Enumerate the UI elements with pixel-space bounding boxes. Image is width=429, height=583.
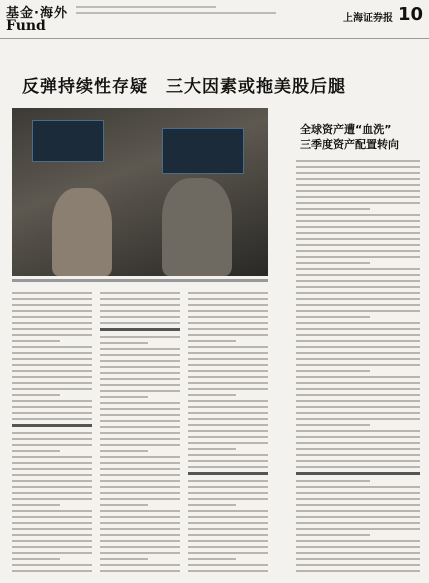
text-line [12, 316, 92, 318]
text-line [296, 418, 420, 420]
text-line [100, 354, 180, 356]
text-line [100, 438, 180, 440]
text-line [188, 564, 268, 566]
text-line [12, 310, 92, 312]
text-line [188, 460, 268, 462]
text-line [296, 346, 420, 348]
text-line [296, 442, 420, 444]
sidebar-headline-line2: 三季度资产配置转向 [300, 138, 399, 151]
text-line [12, 456, 92, 458]
text-line [188, 448, 236, 450]
text-line [100, 570, 180, 572]
text-line [296, 262, 370, 264]
text-line [296, 510, 420, 512]
text-line [188, 492, 268, 494]
text-line [296, 202, 420, 204]
text-line [12, 322, 92, 324]
newspaper-name: 上海证券报 [343, 13, 393, 24]
text-line [296, 352, 420, 354]
text-line [296, 382, 420, 384]
text-line [12, 522, 92, 524]
text-line [100, 316, 180, 318]
text-line [296, 370, 370, 372]
text-line [12, 492, 92, 494]
text-line [100, 372, 180, 374]
text-line [100, 498, 180, 500]
text-line [12, 328, 92, 330]
text-line [296, 558, 420, 560]
text-line [296, 540, 420, 542]
text-line [12, 510, 92, 512]
text-line [100, 342, 148, 344]
text-line [100, 492, 180, 494]
text-line [188, 400, 268, 402]
text-line [296, 298, 420, 300]
text-line [188, 436, 268, 438]
text-line [100, 336, 180, 338]
text-line [188, 570, 268, 572]
text-line [296, 304, 420, 306]
text-line [100, 414, 180, 416]
text-line [296, 492, 420, 494]
text-line [100, 402, 180, 404]
text-line [12, 468, 92, 470]
text-line [296, 172, 420, 174]
text-line [188, 486, 268, 488]
text-line [296, 196, 420, 198]
text-line [12, 346, 92, 348]
text-line [12, 382, 92, 384]
text-line [296, 400, 420, 402]
text-line [100, 360, 180, 362]
text-line [188, 558, 236, 560]
text-line [296, 448, 420, 450]
text-line [296, 436, 420, 438]
text-line [296, 570, 420, 572]
text-line [188, 340, 236, 342]
text-line [188, 334, 268, 336]
article-column-3 [188, 292, 268, 576]
text-line [100, 432, 180, 434]
text-line [100, 546, 180, 548]
text-line [12, 364, 92, 366]
text-line [12, 412, 92, 414]
text-line [100, 528, 180, 530]
text-line [296, 256, 420, 258]
text-line [296, 534, 370, 536]
text-line [12, 432, 92, 434]
text-line [12, 444, 92, 446]
text-line [296, 412, 420, 414]
text-line [296, 220, 420, 222]
article-subheading [296, 472, 420, 475]
text-line [188, 376, 268, 378]
section-name-en: Fund [6, 18, 46, 34]
text-line [100, 480, 180, 482]
text-line [188, 382, 268, 384]
text-line [296, 406, 420, 408]
text-line [296, 552, 420, 554]
text-line [12, 376, 92, 378]
text-line [100, 558, 148, 560]
text-line [188, 424, 268, 426]
text-line [100, 474, 180, 476]
issue-info [76, 6, 216, 8]
text-line [296, 292, 420, 294]
text-line [188, 546, 268, 548]
text-line [12, 546, 92, 548]
text-line [188, 310, 268, 312]
text-line [100, 426, 180, 428]
text-line [12, 516, 92, 518]
text-line [100, 564, 180, 566]
text-line [296, 516, 420, 518]
text-line [296, 286, 420, 288]
text-line [188, 454, 268, 456]
section-name: 基金·海外 [6, 6, 68, 21]
text-line [12, 292, 92, 294]
text-line [296, 274, 420, 276]
text-line [188, 322, 268, 324]
text-line [188, 430, 268, 432]
text-line [296, 232, 420, 234]
text-line [188, 370, 268, 372]
text-line [296, 280, 420, 282]
text-line [296, 340, 420, 342]
text-line [296, 178, 420, 180]
text-line [100, 298, 180, 300]
text-line [12, 552, 92, 554]
text-line [296, 460, 420, 462]
text-line [296, 546, 420, 548]
sidebar-headline-line1: 全球资产遭“血洗” [300, 123, 392, 136]
text-line [100, 462, 180, 464]
text-line [100, 390, 180, 392]
text-line [12, 564, 92, 566]
text-line [100, 552, 180, 554]
text-line [296, 358, 420, 360]
text-line [12, 474, 92, 476]
article-subheading [12, 424, 92, 427]
text-line [296, 424, 370, 426]
trading-floor-photo [12, 108, 268, 276]
photo-caption [12, 279, 268, 282]
page-number: 10 [397, 4, 423, 25]
text-line [100, 366, 180, 368]
text-line [100, 510, 180, 512]
text-line [100, 310, 180, 312]
text-line [12, 418, 92, 420]
text-line [188, 442, 268, 444]
text-line [296, 214, 420, 216]
sidebar-article [296, 160, 420, 576]
text-line [12, 528, 92, 530]
article-column-1 [12, 292, 92, 576]
text-line [188, 516, 268, 518]
text-line [188, 534, 268, 536]
article-subheading [100, 328, 180, 331]
text-line [100, 420, 180, 422]
text-line [12, 438, 92, 440]
text-line [296, 504, 420, 506]
text-line [296, 226, 420, 228]
text-line [188, 394, 236, 396]
text-line [296, 250, 420, 252]
text-line [12, 400, 92, 402]
text-line [296, 316, 370, 318]
text-line [12, 352, 92, 354]
text-line [12, 394, 60, 396]
text-line [100, 384, 180, 386]
text-line [296, 498, 420, 500]
text-line [12, 358, 92, 360]
text-line [12, 540, 92, 542]
text-line [296, 388, 420, 390]
text-line [12, 406, 92, 408]
text-line [100, 456, 180, 458]
text-line [188, 328, 268, 330]
text-line [12, 388, 92, 390]
text-line [188, 504, 236, 506]
masthead [0, 0, 429, 39]
editor-info [76, 12, 276, 14]
text-line [296, 184, 420, 186]
text-line [100, 450, 148, 452]
article-column-2 [100, 292, 180, 576]
text-line [100, 378, 180, 380]
main-headline: 反弹持续性存疑 三大因素或拖美股后腿 [22, 77, 346, 97]
text-line [100, 408, 180, 410]
text-line [188, 522, 268, 524]
text-line [12, 486, 92, 488]
text-line [296, 376, 420, 378]
text-line [12, 498, 92, 500]
text-line [188, 418, 268, 420]
text-line [188, 364, 268, 366]
text-line [12, 298, 92, 300]
text-line [12, 504, 60, 506]
text-line [188, 292, 268, 294]
text-line [296, 268, 420, 270]
text-line [100, 468, 180, 470]
text-line [296, 238, 420, 240]
text-line [188, 406, 268, 408]
sidebar-headline [300, 122, 420, 152]
text-line [296, 564, 420, 566]
text-line [188, 540, 268, 542]
text-line [188, 510, 268, 512]
text-line [296, 394, 420, 396]
text-line [100, 540, 180, 542]
text-line [100, 292, 180, 294]
text-line [188, 316, 268, 318]
text-line [12, 570, 92, 572]
text-line [12, 304, 92, 306]
text-line [100, 322, 180, 324]
text-line [188, 304, 268, 306]
text-line [12, 370, 92, 372]
text-line [296, 160, 420, 162]
article-subheading [188, 472, 268, 475]
text-line [296, 364, 420, 366]
text-line [100, 504, 148, 506]
text-line [12, 462, 92, 464]
text-line [188, 466, 268, 468]
text-line [296, 190, 420, 192]
text-line [296, 244, 420, 246]
text-line [188, 498, 268, 500]
text-line [188, 528, 268, 530]
text-line [12, 340, 60, 342]
text-line [100, 444, 180, 446]
text-line [188, 358, 268, 360]
text-line [12, 450, 60, 452]
text-line [100, 534, 180, 536]
text-line [188, 388, 268, 390]
text-line [296, 334, 420, 336]
text-line [296, 522, 420, 524]
text-line [100, 304, 180, 306]
text-line [188, 412, 268, 414]
text-line [188, 352, 268, 354]
text-line [12, 534, 92, 536]
text-line [188, 346, 268, 348]
text-line [12, 334, 92, 336]
text-line [100, 348, 180, 350]
text-line [100, 522, 180, 524]
text-line [12, 480, 92, 482]
text-line [100, 486, 180, 488]
text-line [296, 310, 420, 312]
text-line [296, 454, 420, 456]
text-line [188, 298, 268, 300]
text-line [188, 480, 268, 482]
text-line [296, 480, 370, 482]
text-line [296, 322, 420, 324]
text-line [12, 558, 60, 560]
text-line [296, 466, 420, 468]
text-line [296, 208, 370, 210]
text-line [188, 552, 268, 554]
text-line [296, 430, 420, 432]
text-line [100, 396, 148, 398]
text-line [296, 486, 420, 488]
text-line [100, 516, 180, 518]
text-line [296, 528, 420, 530]
text-line [296, 166, 420, 168]
text-line [296, 328, 420, 330]
